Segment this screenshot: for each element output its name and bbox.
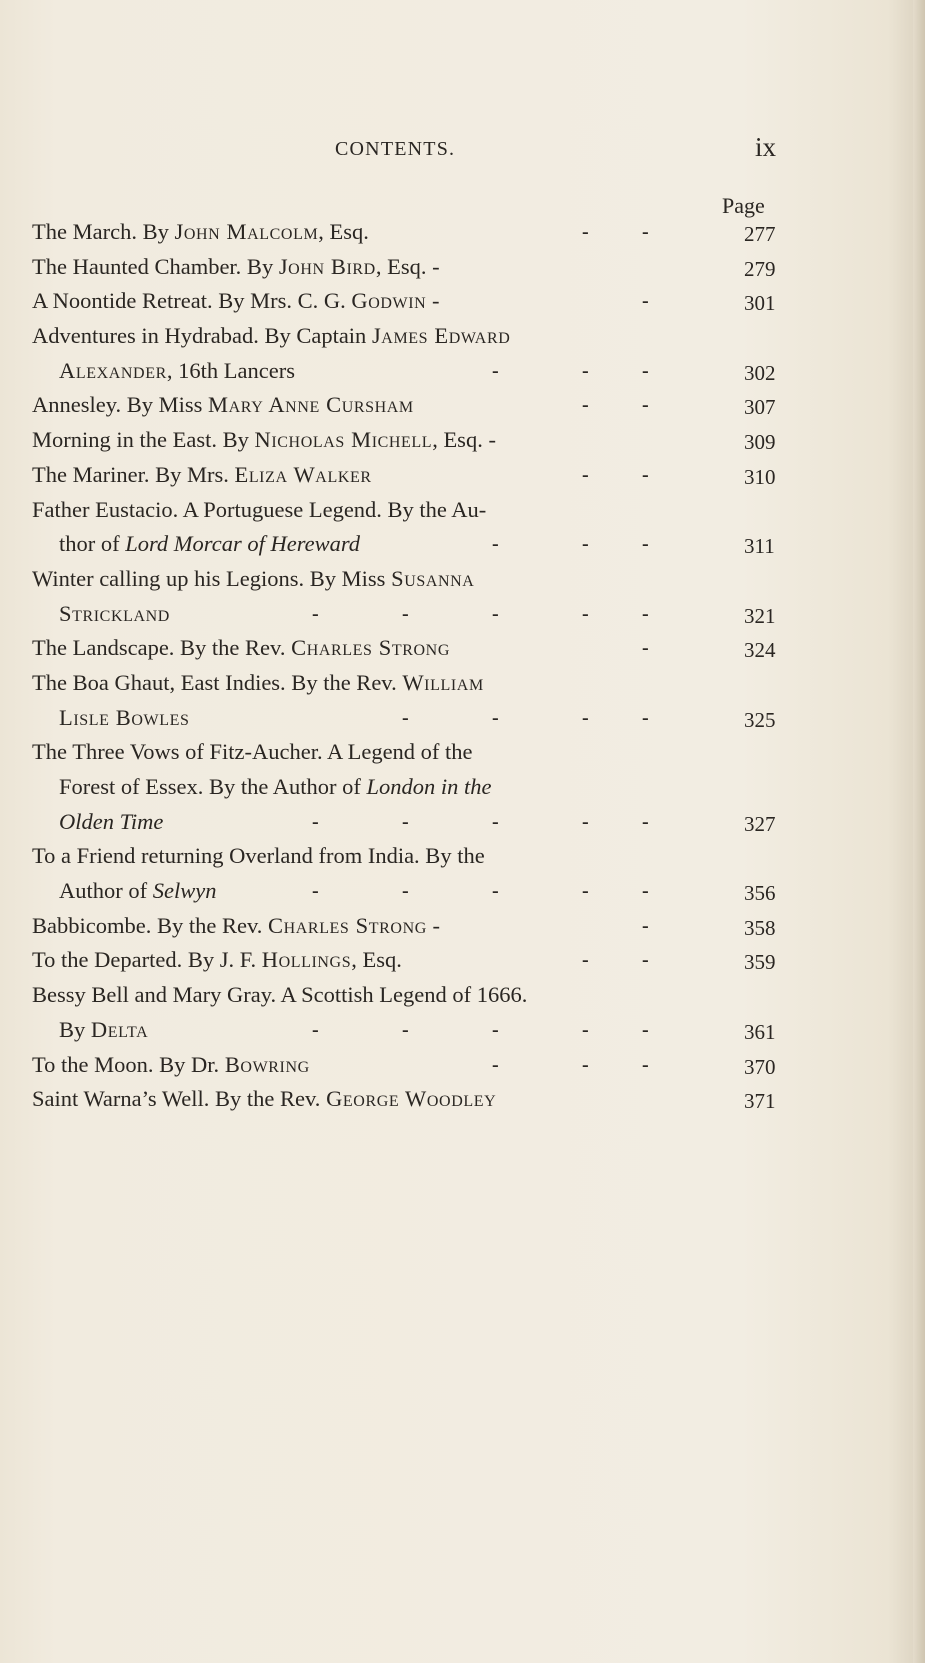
- leader-dash: -: [402, 1018, 409, 1041]
- entry-text-segment: Bessy Bell and Mary Gray. A Scottish Legend of 1666.: [32, 982, 528, 1008]
- toc-entry-line: [32, 909, 784, 944]
- leader-dash: -: [642, 533, 649, 556]
- folio-number: ix: [755, 132, 777, 162]
- entry-text: [59, 878, 216, 903]
- entry-text: [59, 809, 163, 834]
- toc-entry: [32, 1082, 784, 1117]
- toc-entry: [32, 666, 784, 735]
- entry-text: [59, 601, 170, 626]
- running-title: CONTENTS.: [335, 138, 456, 160]
- toc-entry-line: [32, 597, 784, 632]
- entry-text-segment: , Esq. -: [432, 427, 496, 453]
- entry-text: [59, 705, 189, 730]
- toc-entry: [32, 909, 784, 944]
- page-number: 358: [744, 915, 776, 940]
- entry-text-segment: Father Eustacio. A Portuguese Legend. By the Au-: [32, 496, 487, 522]
- entry-text-segment: Saint Warna’s Well. By the Rev.: [32, 1086, 327, 1112]
- entry-text: [32, 392, 414, 417]
- running-header: [0, 132, 925, 172]
- leader-dash: -: [642, 359, 649, 382]
- leader-dash: -: [642, 463, 649, 486]
- author-name: Bowring: [224, 1051, 310, 1077]
- entry-text: [32, 947, 402, 972]
- entry-text-segment: The Landscape. By the Rev.: [32, 635, 292, 661]
- leader-dash: -: [492, 1053, 499, 1076]
- leader-dash: -: [642, 810, 649, 833]
- toc-entry-line: [32, 284, 784, 319]
- author-name: Eliza Walker: [234, 461, 372, 487]
- author-name: John Malcolm: [174, 219, 319, 244]
- leader-dash: -: [402, 810, 409, 833]
- toc-entry-line: [32, 666, 784, 701]
- toc-entry-line: [32, 770, 784, 805]
- entry-text: [32, 462, 372, 487]
- toc-entry: [32, 319, 784, 388]
- entry-text-segment: Annesley. By Miss: [32, 392, 209, 418]
- page-number: 309: [744, 430, 776, 455]
- toc-entry-line: [32, 354, 784, 389]
- author-name: Charles Strong: [268, 912, 427, 938]
- entry-text-segment: The Boa Ghaut, East Indies. By the Rev.: [32, 669, 403, 695]
- page-number: 324: [744, 638, 776, 663]
- entry-text-segment: , Esq. -: [375, 253, 440, 279]
- entry-text: [32, 843, 485, 868]
- author-name: Alexander: [59, 357, 167, 383]
- leader-dash: -: [582, 706, 589, 729]
- leader-dash: -: [582, 880, 589, 903]
- leader-dash: -: [312, 602, 319, 625]
- toc-entry-line: [32, 1048, 784, 1083]
- leader-dash: -: [492, 810, 499, 833]
- toc-entry: [32, 735, 784, 839]
- entry-text: [32, 635, 450, 660]
- entry-text-segment: Babbicombe. By the Rev.: [32, 912, 268, 938]
- leader-dash: -: [642, 949, 649, 972]
- toc-entry-line: [32, 978, 784, 1013]
- page-number: 325: [744, 707, 776, 732]
- author-name: George Woodley: [326, 1086, 497, 1112]
- entry-text-segment: Author of: [59, 878, 153, 904]
- leader-dash: -: [492, 359, 499, 382]
- toc-entry: [32, 388, 784, 423]
- toc-entry-line: [32, 527, 784, 562]
- entry-text-segment: -: [426, 912, 441, 938]
- toc-entry-line: [32, 423, 784, 458]
- leader-dash: -: [642, 221, 649, 243]
- entry-text-segment: Morning in the East. By: [32, 427, 255, 453]
- entry-text: [59, 1017, 148, 1042]
- entry-text: [32, 913, 440, 938]
- toc-entry: [32, 978, 784, 1047]
- leader-dash: -: [642, 1053, 649, 1076]
- entry-text: [32, 739, 473, 764]
- toc-entry-line: [32, 701, 784, 736]
- toc-entry-line: [32, 874, 784, 909]
- leader-dash: -: [312, 810, 319, 833]
- entry-text-segment: The Haunted Chamber. By: [32, 253, 279, 279]
- page-number: 356: [744, 881, 776, 906]
- entry-text: [59, 531, 360, 556]
- leader-dash: -: [492, 1018, 499, 1041]
- toc-entry-line: [32, 493, 784, 528]
- page-number: 321: [744, 603, 776, 628]
- page-number: 279: [744, 256, 776, 281]
- author-name: Hollings: [261, 947, 352, 973]
- toc-entry-line: [32, 1013, 784, 1048]
- entry-text: [32, 497, 486, 522]
- entry-text-segment: thor of: [59, 531, 126, 557]
- toc-entry-line: [32, 215, 784, 250]
- toc-entry-line: [32, 839, 784, 874]
- entry-text-segment: , 16th Lancers: [166, 357, 295, 383]
- page-number: 311: [744, 534, 775, 559]
- toc-entry-line: [32, 631, 784, 666]
- leader-dash: -: [582, 949, 589, 972]
- leader-dash: -: [312, 1018, 319, 1041]
- entry-text-segment: To the Departed. By J. F.: [32, 947, 262, 973]
- entry-text-segment: , Esq.: [318, 219, 369, 244]
- author-name: Godwin: [351, 288, 427, 314]
- page-number: 302: [744, 360, 776, 385]
- entry-text: [32, 1052, 310, 1077]
- entry-text: [32, 427, 496, 452]
- entry-text: [32, 219, 369, 244]
- leader-dash: -: [582, 810, 589, 833]
- entry-text-segment: , Esq.: [351, 947, 402, 973]
- page-number: 307: [744, 395, 776, 420]
- author-name: James Edward: [371, 323, 511, 349]
- author-name: William: [402, 669, 484, 695]
- entry-text-segment: The Three Vows of Fitz-Aucher. A Legend of the: [32, 739, 473, 765]
- author-name: Strickland: [59, 600, 170, 626]
- leader-dash: -: [642, 880, 649, 903]
- entry-text-segment: By: [59, 1016, 91, 1042]
- author-name: John Bird: [278, 253, 376, 279]
- entry-text: [32, 323, 510, 348]
- toc-entry-line: [32, 388, 784, 423]
- toc-entry: [32, 839, 784, 908]
- toc-entry-line: [32, 1082, 784, 1117]
- entry-text-segment: -: [426, 288, 440, 314]
- entry-text: [32, 982, 527, 1007]
- entry-text-segment: Adventures in Hydrabad. By Captain: [32, 323, 372, 349]
- leader-dash: -: [402, 880, 409, 903]
- leader-dash: -: [642, 394, 649, 417]
- entry-text: [32, 566, 474, 591]
- page-number: 277: [744, 222, 776, 246]
- leader-dash: -: [582, 1053, 589, 1076]
- toc-entry: [32, 458, 784, 493]
- entry-text-segment: The Mariner. By Mrs.: [32, 461, 235, 487]
- toc-entry-line: [32, 735, 784, 770]
- page-number: 371: [744, 1089, 776, 1114]
- entry-text: [59, 358, 295, 383]
- leader-dash: -: [582, 1018, 589, 1041]
- italic-title: London in the: [366, 774, 492, 799]
- toc-entry: [32, 423, 784, 458]
- leader-dash: -: [642, 1018, 649, 1041]
- toc-entry: [32, 1048, 784, 1083]
- toc-entry-line: [32, 458, 784, 493]
- leader-dash: -: [582, 533, 589, 556]
- entry-text: [32, 1086, 496, 1111]
- leader-dash: -: [642, 914, 649, 937]
- table-of-contents: [32, 215, 784, 1117]
- leader-dash: -: [582, 359, 589, 382]
- page-number: 310: [744, 464, 776, 489]
- toc-entry-line: [32, 805, 784, 840]
- toc-entry-line: [32, 250, 784, 285]
- leader-dash: -: [492, 602, 499, 625]
- page-number: 361: [744, 1019, 776, 1044]
- toc-entry: [32, 284, 784, 319]
- toc-entry: [32, 250, 784, 285]
- toc-entry-line: [32, 319, 784, 354]
- leader-dash: -: [582, 394, 589, 417]
- leader-dash: -: [492, 706, 499, 729]
- leader-dash: -: [582, 463, 589, 486]
- leader-dash: -: [492, 533, 499, 556]
- leader-dash: -: [582, 602, 589, 625]
- page-column-label: Page: [722, 193, 765, 218]
- leader-dash: -: [642, 637, 649, 660]
- entry-text: [59, 774, 492, 799]
- toc-entry-line: [32, 562, 784, 597]
- italic-title: Olden Time: [59, 808, 164, 834]
- leader-dash: -: [642, 290, 649, 313]
- author-name: Nicholas Michell: [254, 427, 433, 453]
- leader-dash: -: [492, 880, 499, 903]
- page-edge: [913, 0, 925, 1663]
- entry-text: [32, 288, 439, 313]
- italic-title: Selwyn: [152, 878, 217, 904]
- italic-title: Lord Morcar of Hereward: [125, 531, 361, 557]
- author-name: Susanna: [391, 565, 475, 591]
- page-number: 359: [744, 950, 776, 975]
- leader-dash: -: [642, 602, 649, 625]
- leader-dash: -: [402, 706, 409, 729]
- entry-text: [32, 670, 484, 695]
- toc-entry: [32, 493, 784, 562]
- leader-dash: -: [312, 880, 319, 903]
- leader-dash: -: [642, 706, 649, 729]
- entry-text-segment: To a Friend returning Overland from India. By the: [32, 843, 485, 869]
- entry-text-segment: A Noontide Retreat. By Mrs. C. G.: [32, 288, 352, 314]
- author-name: Delta: [90, 1016, 149, 1042]
- author-name: Lisle Bowles: [59, 704, 190, 730]
- author-name: Mary Anne Cursham: [208, 392, 414, 418]
- page-number: 301: [744, 291, 776, 316]
- entry-text-segment: To the Moon. By Dr.: [32, 1051, 225, 1077]
- toc-entry: [32, 631, 784, 666]
- leader-dash: -: [402, 602, 409, 625]
- entry-text-segment: Forest of Essex. By the Author of: [59, 774, 367, 799]
- entry-text: [32, 254, 440, 279]
- toc-entry: [32, 943, 784, 978]
- entry-text-segment: Winter calling up his Legions. By Miss: [32, 565, 392, 591]
- toc-entry: [32, 562, 784, 631]
- toc-entry: [32, 215, 784, 250]
- author-name: Charles Strong: [291, 635, 450, 661]
- page-number: 370: [744, 1054, 776, 1079]
- page-number: 327: [744, 811, 776, 836]
- entry-text-segment: The March. By: [32, 219, 175, 244]
- leader-dash: -: [582, 221, 589, 243]
- toc-entry-line: [32, 943, 784, 978]
